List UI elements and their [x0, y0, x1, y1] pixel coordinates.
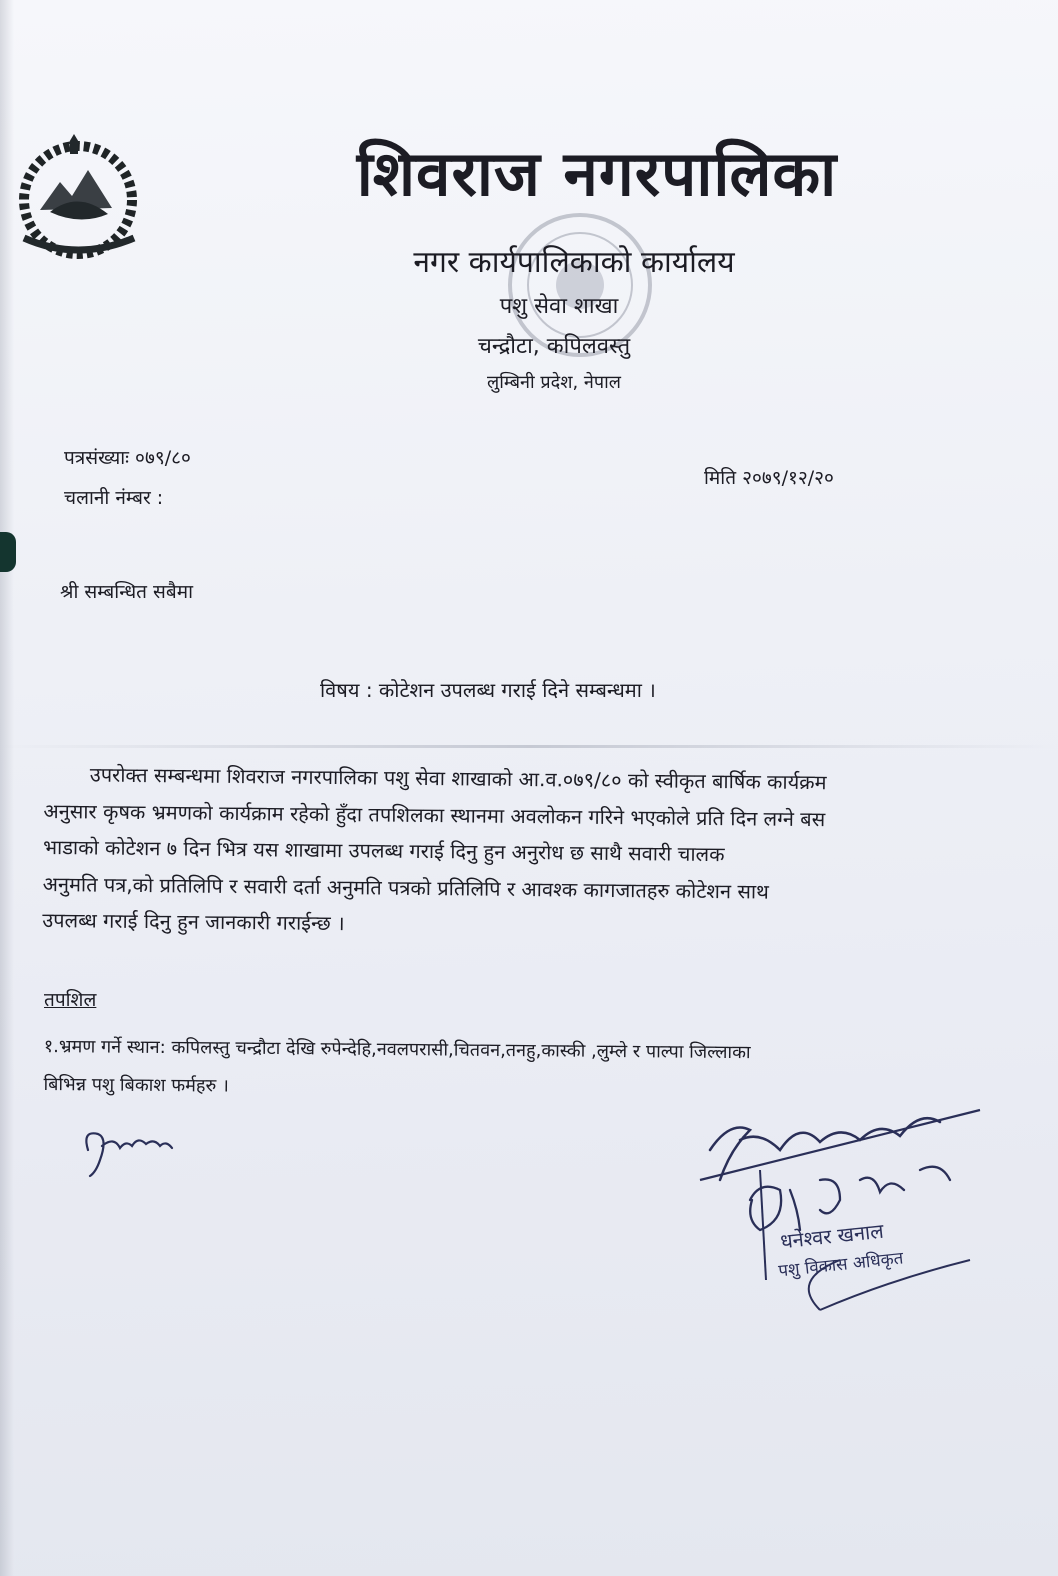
section-name: पशु सेवा शाखा [499, 294, 619, 319]
schedule-line: बिभिन्न पशु बिकाश फर्महरु । [43, 1073, 229, 1097]
officer-signature-icon [690, 1080, 990, 1320]
reference-number: पत्रसंख्याः ०७९/८० [64, 447, 191, 469]
dispatch-number: चलानी नंम्बर : [64, 487, 164, 509]
province-line: लुम्बिनी प्रदेश, नेपाल [487, 372, 621, 393]
office-name: नगर कार्यपालिकाको कार्यालय [413, 245, 735, 280]
body-line: उपलब्ध गराई दिनु हुन जानकारी गराईन्छ । [42, 907, 345, 936]
schedule-line: १.भ्रमण गर्ने स्थान: कपिलस्तु चन्द्रौटा देखि रुपेन्देहि,नवलपरासी,चितवन,तनहु,कास्की ,लुम्ले र पाल्पा जिल्लाका [43, 1035, 751, 1064]
organization-name: शिवराज नगरपालिका [356, 137, 838, 210]
letter-body [42, 756, 954, 948]
officer-name: धनेश्वर खनाल [779, 1218, 885, 1254]
schedule-heading: तपशिल [44, 989, 97, 1011]
address-line: चन्द्रौटा, कपिलवस्तु [477, 334, 631, 359]
letter-date: मिति २०७९/१२/२० [704, 467, 834, 489]
body-line: अनुमति पत्र,को प्रतिलिपि र सवारी दर्ता अनुमति पत्रको प्रतिलिपि र आवश्क कागजातहरु कोटेशन साथ [42, 871, 770, 904]
page-fold-line [0, 745, 1058, 748]
officer-title: पशु विकास अधिकृत [777, 1248, 905, 1282]
schedule-list [43, 1028, 750, 1110]
body-line: भाडाको कोटेशन ७ दिन भित्र यस शाखामा उपलब्ध गराई दिनु हुन अनुरोध छ साथै सवारी चालक [42, 834, 725, 867]
initial-signature-icon [80, 1110, 180, 1180]
body-line: अनुसार कृषक भ्रमणको कार्यक्राम रहेको हुँदा तपशिलका स्थानमा अवलोकन गरिने भएकोले प्रति दिन लग्ने बस [43, 798, 826, 831]
addressee: श्री सम्बन्धित सबैमा [60, 581, 193, 603]
subject-line: विषय : कोटेशन उपलब्ध गराई दिने सम्बन्धमा । [320, 678, 656, 702]
binding-thread [0, 532, 16, 572]
body-line: उपरोक्त सम्बन्धमा शिवराज नगरपालिका पशु सेवा शाखाको आ.व.०७९/८० को स्वीकृत बार्षिक कार्यक्रम [89, 762, 827, 795]
